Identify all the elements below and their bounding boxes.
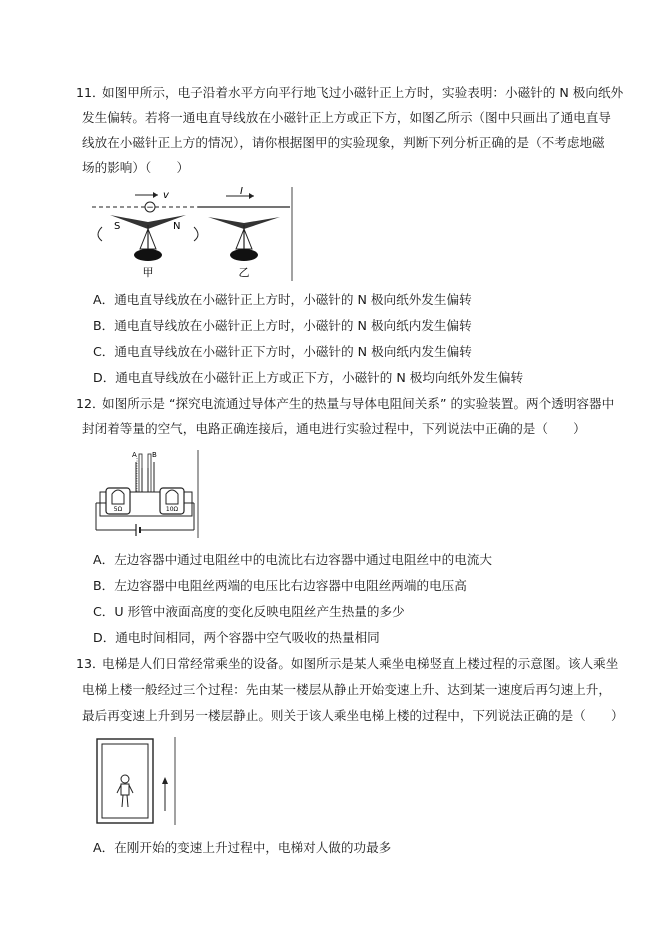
q13-figure-elevator: [95, 735, 179, 827]
q12-stem-line-1: 如图所示是 “探究电流通过导体产生的热量与导体电阻间关系” 的实验装置。两个透明容器中: [102, 396, 615, 411]
q12-stem-line-2: 封闭着等量的空气，电路正确连接后，通电进行实验过程中，下列说法中正确的是（ ）: [82, 421, 586, 436]
q13-stem-line-3: 最后再变速上升到另一楼层静止。则关于该人乘坐电梯上楼的过程中，下列说法正确的是（ ）: [82, 708, 624, 723]
q11-number: 11．: [76, 85, 105, 100]
q11-figure-magnetic-needle: [90, 185, 300, 285]
q11-option-c: C．通电直导线放在小磁针正下方时，小磁针的 N 极向纸内发生偏转: [93, 344, 472, 359]
q13-stem-line-1: 电梯是人们日常经常乘坐的设备。如图所示是某人乘坐电梯竖直上楼过程的示意图。该人乘坐: [102, 656, 619, 671]
q11-stem-line-1: 如图甲所示，电子沿着水平方向平行地飞过小磁针正上方时，实验表明：小磁针的 N 极向纸外: [102, 85, 624, 100]
q11-option-d: D．通电直导线放在小磁针正上方或正下方，小磁针的 N 极均向纸外发生偏转: [93, 370, 524, 385]
figure-jia-label: 甲: [142, 266, 154, 279]
u-tube-A-label: A: [132, 451, 137, 459]
q11-stem-line-4: 场的影响）（ ）: [82, 160, 190, 175]
velocity-label: v: [163, 190, 169, 201]
q12-figure-heat-apparatus: [92, 448, 204, 540]
q13-number: 13．: [76, 656, 105, 671]
q11-option-b: B．通电直导线放在小磁针正上方时，小磁针的 N 极向纸内发生偏转: [93, 318, 472, 333]
q12-option-d: D．通电时间相同，两个容器中空气吸收的热量相同: [93, 630, 380, 645]
jia-N-label: N: [173, 221, 181, 232]
figure-yi-label: 乙: [238, 266, 250, 279]
q12-option-b: B．左边容器中电阻丝两端的电压比右边容器中电阻丝两端的电压高: [93, 578, 467, 593]
q12-option-c: C．U 形管中液面高度的变化反映电阻丝产生热量的多少: [93, 604, 405, 619]
electron-sign: −: [146, 203, 154, 213]
q13-stem-line-2: 电梯上楼一般经过三个过程：先由某一楼层从静止开始变速上升、达到某一速度后再匀速上升，: [82, 682, 611, 697]
q11-stem-line-2: 发生偏转。若将一通电直导线放在小磁针正上方或正下方，如图乙所示（图中只画出了通电直导: [82, 110, 611, 125]
q13-option-a: A．在刚开始的变速上升过程中，电梯对人做的功最多: [93, 840, 392, 855]
current-label: I: [240, 186, 243, 197]
left-resistor-label: 5Ω: [113, 506, 123, 513]
u-tube-B-label: B: [152, 451, 157, 459]
right-resistor-label: 10Ω: [165, 506, 179, 513]
q12-option-a: A．左边容器中通过电阻丝中的电流比右边容器中通过电阻丝中的电流大: [93, 552, 493, 567]
jia-S-label: S: [114, 221, 121, 232]
q12-number: 12．: [76, 396, 105, 411]
q11-option-a: A．通电直导线放在小磁针正上方时，小磁针的 N 极向纸外发生偏转: [93, 292, 472, 307]
q11-stem-line-3: 线放在小磁针正上方的情况），请你根据图甲的实验现象，判断下列分析正确的是（不考虑地磁: [82, 135, 605, 150]
